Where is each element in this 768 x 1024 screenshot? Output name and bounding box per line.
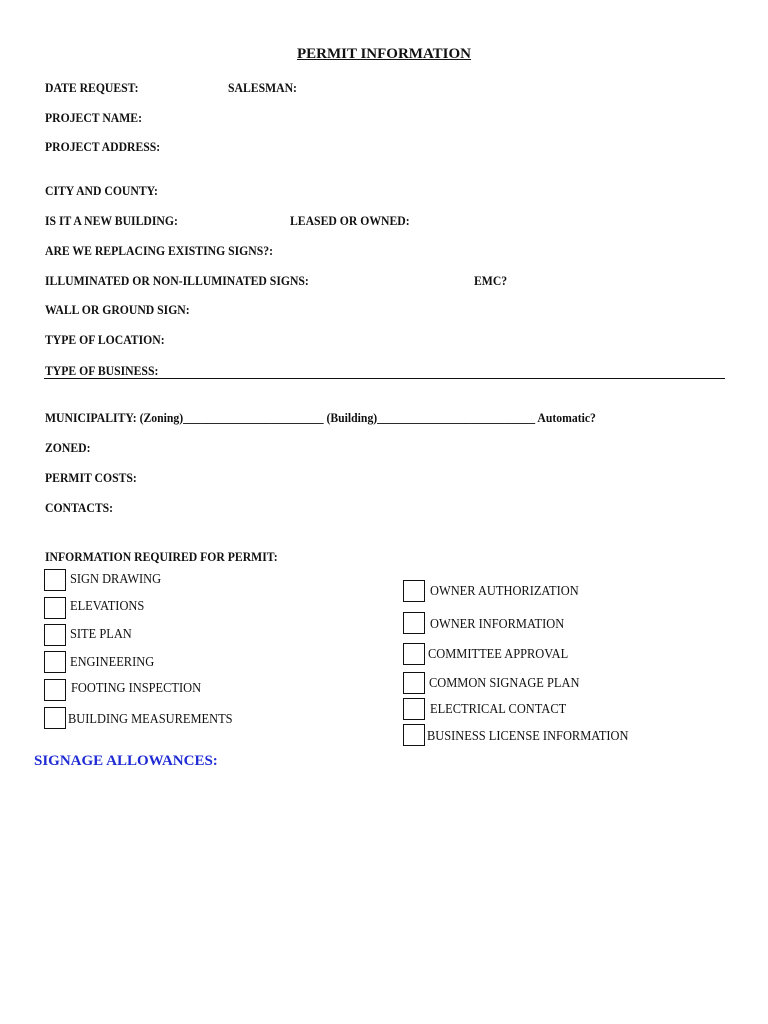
zoned-label: ZONED: xyxy=(45,440,91,455)
footing-inspection-label: FOOTING INSPECTION xyxy=(71,680,202,695)
wall-ground-label: WALL OR GROUND SIGN: xyxy=(45,302,190,317)
engineering-label: ENGINEERING xyxy=(70,654,155,669)
elevations-checkbox[interactable] xyxy=(44,597,66,619)
committee-approval-checkbox[interactable] xyxy=(403,643,425,665)
building-measurements-checkbox[interactable] xyxy=(44,707,66,729)
sign-drawing-checkbox[interactable] xyxy=(44,569,66,591)
illuminated-label: ILLUMINATED OR NON-ILLUMINATED SIGNS: xyxy=(45,273,309,288)
engineering-checkbox[interactable] xyxy=(44,651,66,673)
type-location-label: TYPE OF LOCATION: xyxy=(45,332,165,347)
building-measurements-label: BUILDING MEASUREMENTS xyxy=(68,711,233,726)
common-signage-plan-label: COMMON SIGNAGE PLAN xyxy=(429,675,580,690)
business-license-label: BUSINESS LICENSE INFORMATION xyxy=(427,728,629,743)
common-signage-plan-checkbox[interactable] xyxy=(403,672,425,694)
electrical-contact-checkbox[interactable] xyxy=(403,698,425,720)
municipality-line: MUNICIPALITY: (Zoning)________________________ (Building)___________________________ Automatic? xyxy=(45,410,596,425)
committee-approval-label: COMMITTEE APPROVAL xyxy=(428,646,569,661)
project-address-label: PROJECT ADDRESS: xyxy=(45,139,161,154)
type-business-label: TYPE OF BUSINESS: xyxy=(45,363,159,378)
leased-owned-label: LEASED OR OWNED: xyxy=(290,213,410,228)
required-heading: INFORMATION REQUIRED FOR PERMIT: xyxy=(45,549,278,564)
footing-inspection-checkbox[interactable] xyxy=(44,679,66,701)
date-request-label: DATE REQUEST: xyxy=(45,80,139,95)
owner-authorization-label: OWNER AUTHORIZATION xyxy=(430,583,579,598)
elevations-label: ELEVATIONS xyxy=(70,598,145,613)
title-text: PERMIT INFORMATION xyxy=(296,46,472,62)
permit-costs-label: PERMIT COSTS: xyxy=(45,470,137,485)
replacing-signs-label: ARE WE REPLACING EXISTING SIGNS?: xyxy=(45,243,273,258)
emc-label: EMC? xyxy=(474,273,508,288)
owner-information-label: OWNER INFORMATION xyxy=(430,616,565,631)
site-plan-label: SITE PLAN xyxy=(70,626,132,641)
city-county-label: CITY AND COUNTY: xyxy=(45,183,158,198)
site-plan-checkbox[interactable] xyxy=(44,624,66,646)
new-building-label: IS IT A NEW BUILDING: xyxy=(45,213,178,228)
owner-information-checkbox[interactable] xyxy=(403,612,425,634)
signage-allowances-heading: SIGNAGE ALLOWANCES: xyxy=(34,753,218,769)
business-license-checkbox[interactable] xyxy=(403,724,425,746)
owner-authorization-checkbox[interactable] xyxy=(403,580,425,602)
contacts-label: CONTACTS: xyxy=(45,500,114,515)
project-name-label: PROJECT NAME: xyxy=(45,110,142,125)
section-divider xyxy=(44,378,725,379)
electrical-contact-label: ELECTRICAL CONTACT xyxy=(430,701,567,716)
sign-drawing-label: SIGN DRAWING xyxy=(70,571,162,586)
page-title xyxy=(0,46,768,63)
salesman-label: SALESMAN: xyxy=(228,80,297,95)
